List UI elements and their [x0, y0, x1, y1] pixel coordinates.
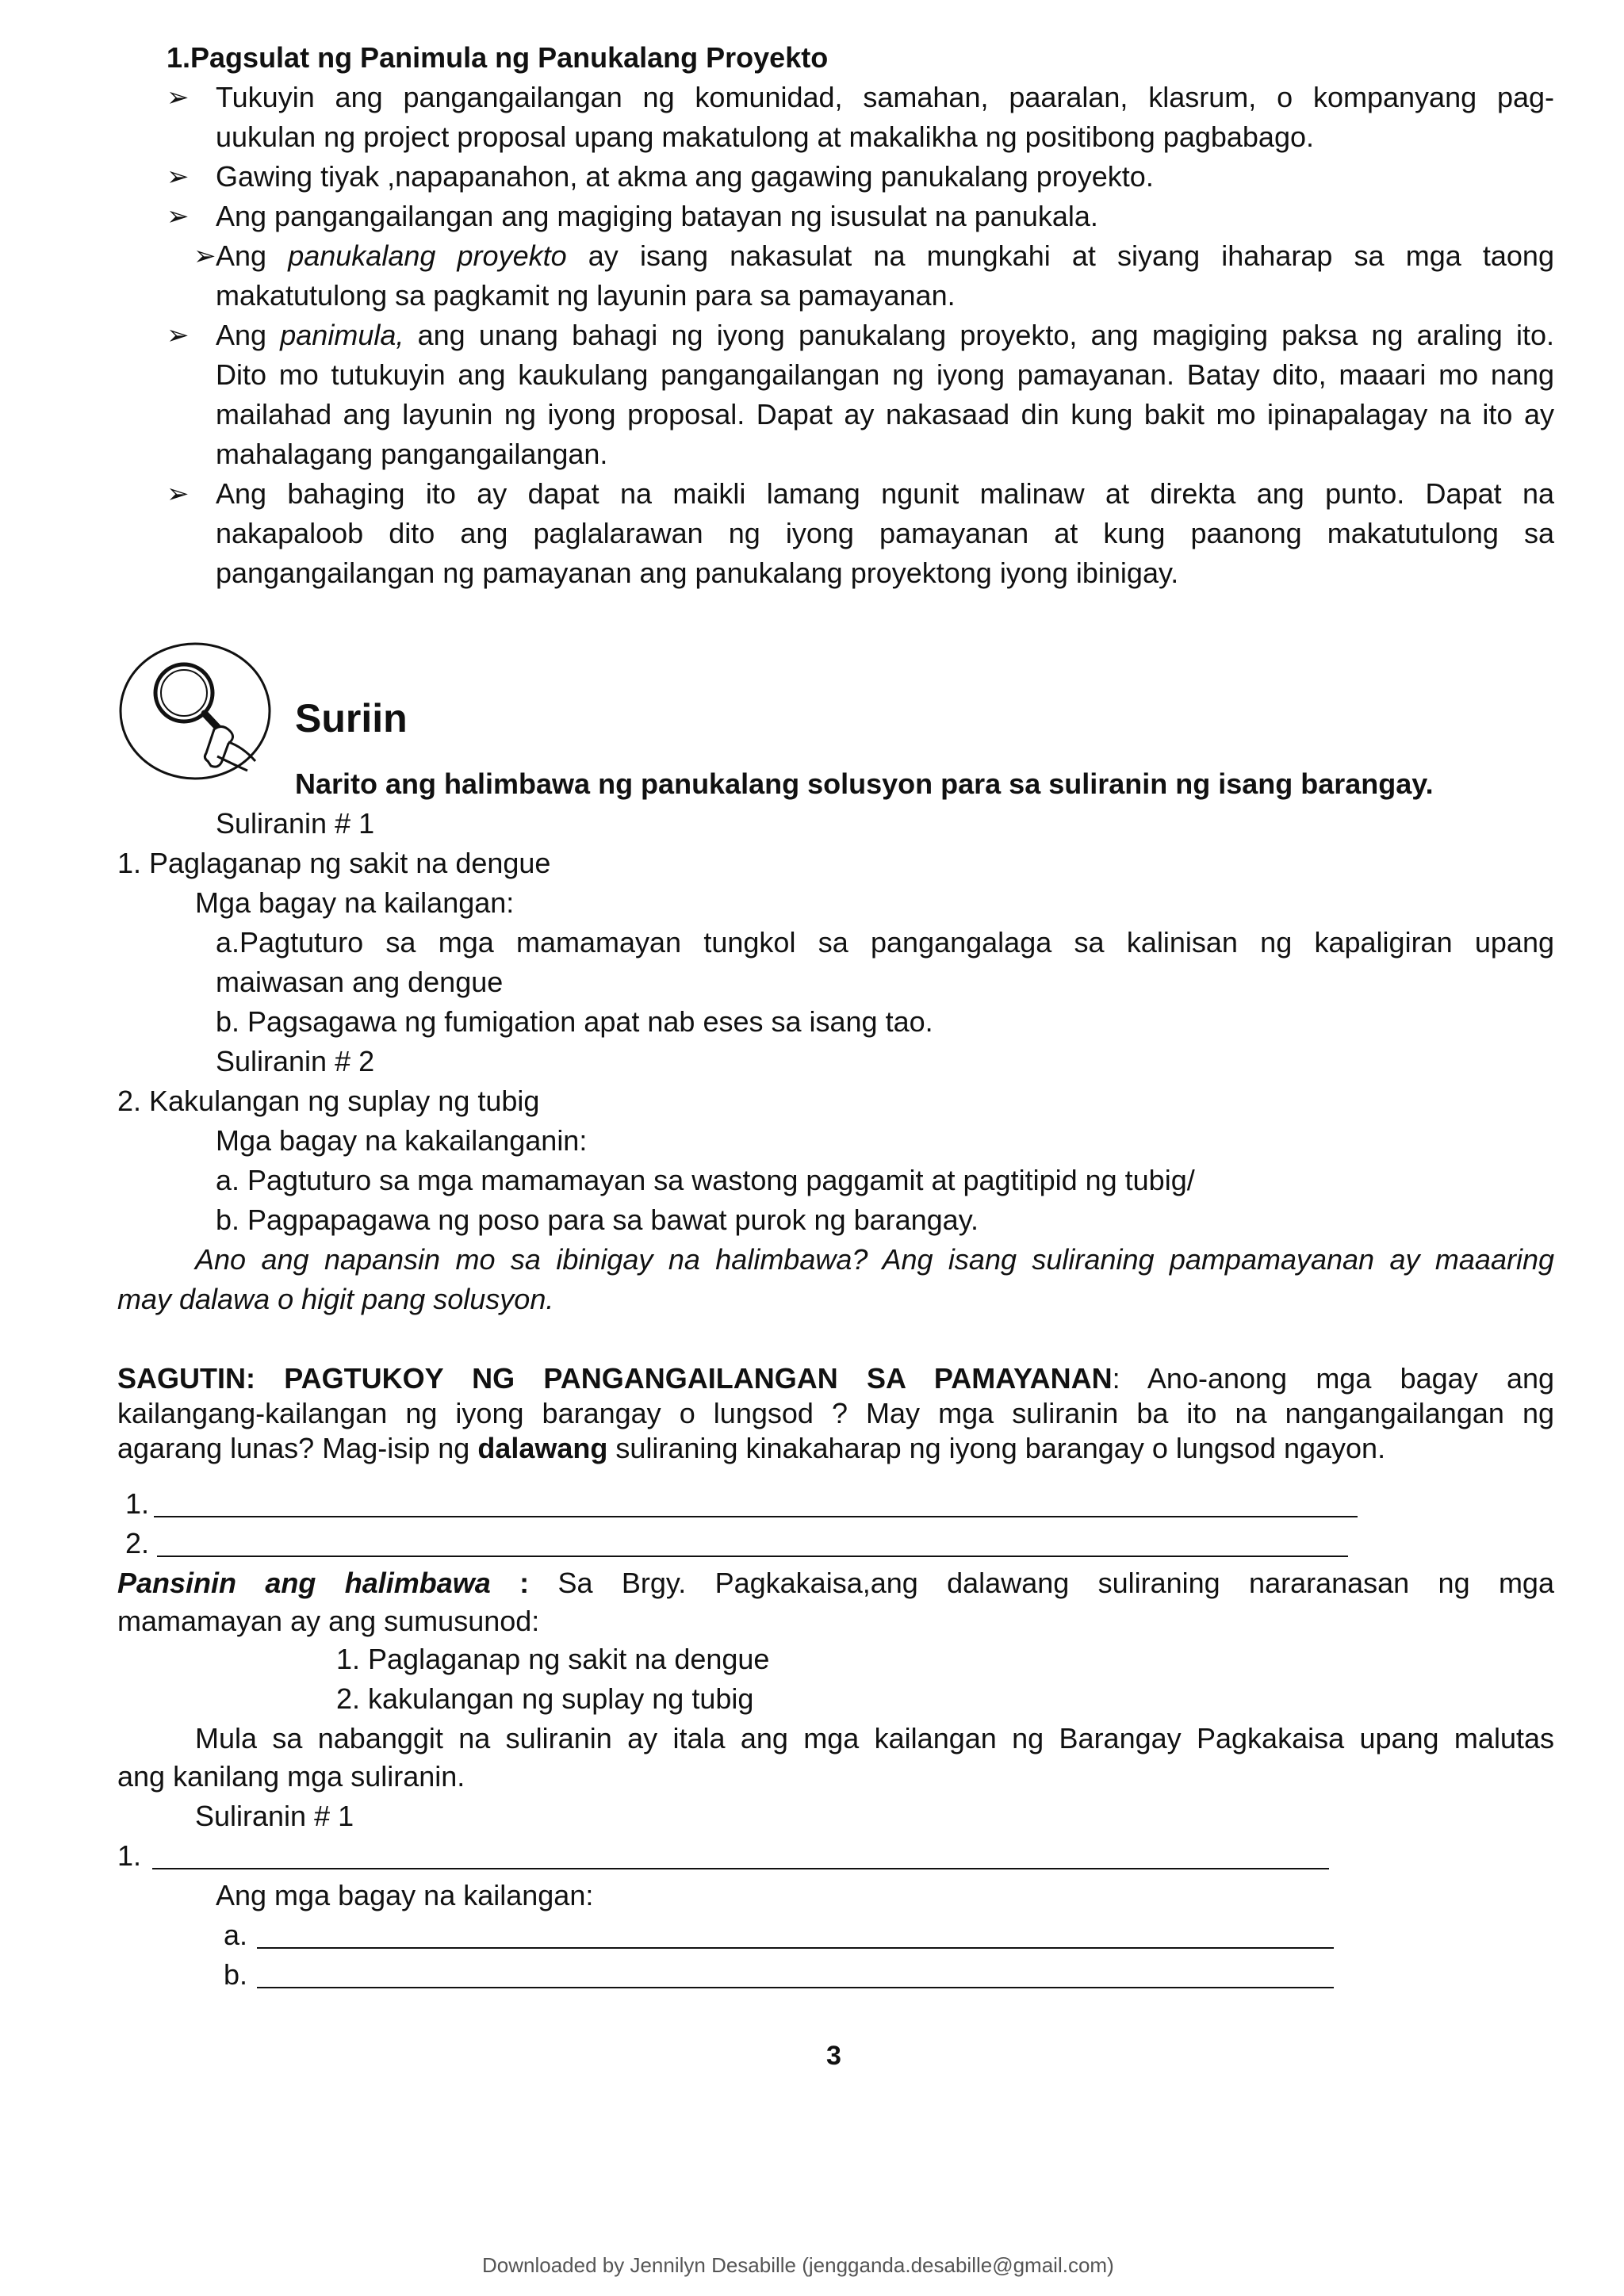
bullet-arrow-icon: ➢: [167, 201, 190, 232]
sagutin-line-3-post: suliraning kinakaharap ng iyong barangay o lungsod ngayon.: [615, 1432, 1386, 1464]
bullet-5-emphasis: panimula,: [280, 319, 404, 351]
mula-line-1: Mula sa nabanggit na suliranin ay itala ang mga kailangan ng Barangay Pagkakaisa upang malutas: [195, 1722, 1554, 1755]
observation-note-line-2: may dalawa o higit pang solusyon.: [117, 1283, 554, 1315]
bullet-arrow-icon: ➢: [167, 320, 190, 350]
suliranin-2-problem: 2. Kakulangan ng suplay ng tubig: [117, 1085, 540, 1117]
bullet-6-line-1: Ang bahaging ito ay dapat na maikli lamang ngunit malinaw at direkta ang punto. Dapat na: [216, 477, 1554, 510]
suliranin-1-item-a-line-2: maiwasan ang dengue: [216, 966, 504, 998]
bullet-4-line-2: makatutulong sa pagkamit ng layunin para sa pamayanan.: [216, 279, 956, 312]
answer-1-number: 1.: [125, 1487, 150, 1520]
pansinin-item-2: 2. kakulangan ng suplay ng tubig: [336, 1682, 754, 1715]
bullet-6-line-2: nakapaloob dito ang paglalarawan ng iyong pamayanan at kung paanong makatutulong sa: [216, 517, 1554, 549]
bullet-arrow-icon: ➢: [167, 479, 190, 509]
sagutin-line-3-bold: dalawang: [477, 1432, 608, 1464]
bullet-arrow-icon: ➢: [167, 162, 190, 192]
answer-2-number: 2.: [125, 1527, 150, 1559]
mula-line-2: ang kanilang mga suliranin.: [117, 1760, 465, 1793]
sagutin-line-2: kailangang-kailangan ng iyong barangay o lungsod ? May mga suliranin ba ito na nangangailangan ng: [117, 1397, 1554, 1429]
exercise-need-b-blank[interactable]: [257, 1987, 1334, 1988]
bullet-3: Ang pangangailangan ang magiging batayan ng isusulat na panukala.: [216, 200, 1098, 232]
magnifying-glass-icon: [117, 641, 273, 782]
sagutin-line-1-rest: : Ano-anong mga bagay ang: [1112, 1362, 1555, 1395]
exercise-need-a-blank[interactable]: [257, 1947, 1334, 1949]
page-number: 3: [826, 2041, 841, 2071]
exercise-need-b-letter: b.: [224, 1958, 248, 1991]
sagutin-heading: SAGUTIN: PAGTUKOY NG PANGANGAILANGAN SA PAMAYANAN: [117, 1362, 1113, 1395]
pansinin-line-1: [117, 1563, 1554, 1603]
answer-2-blank[interactable]: [157, 1556, 1348, 1557]
download-footer: Downloaded by Jennilyn Desabille (jengganda.desabille@gmail.com): [482, 2253, 1114, 2277]
bullet-4-pre: Ang: [216, 239, 267, 272]
pansinin-line-2: mamamayan ay ang sumusunod:: [117, 1605, 540, 1637]
bullet-4-emphasis: panukalang proyekto: [288, 239, 567, 272]
sagutin-line-3: [117, 1429, 1385, 1468]
suriin-title: Suriin: [295, 696, 408, 740]
bullet-5-line-1: [216, 316, 1554, 355]
suliranin-2-needs-label: Mga bagay na kakailanganin:: [216, 1124, 588, 1157]
bullet-1-line-1: Tukuyin ang pangangailangan ng komunidad, samahan, paaralan, klasrum, o kompanyang pag-: [216, 81, 1554, 113]
suliranin-2-item-b: b. Pagpapagawa ng poso para sa bawat purok ng barangay.: [216, 1203, 979, 1236]
suliranin-2-label: Suliranin # 2: [216, 1045, 375, 1077]
bullet-2: Gawing tiyak ,napapanahon, at akma ang gagawing panukalang proyekto.: [216, 160, 1154, 193]
exercise-suliranin-label: Suliranin # 1: [195, 1800, 354, 1832]
suliranin-2-item-a: a. Pagtuturo sa mga mamamayan sa wastong paggamit at pagtitipid ng tubig/: [216, 1164, 1195, 1196]
exercise-need-a-letter: a.: [224, 1919, 248, 1951]
exercise-needs-label: Ang mga bagay na kailangan:: [216, 1879, 594, 1911]
exercise-problem-blank[interactable]: [152, 1868, 1329, 1869]
suliranin-1-item-a-line-1: a.Pagtuturo sa mga mamamayan tungkol sa pangangalaga sa kalinisan ng kapaligiran upang: [216, 926, 1554, 959]
sagutin-line-1: [117, 1359, 1554, 1399]
bullet-arrow-icon: ➢: [193, 241, 216, 271]
bullet-5-line-3: mailahad ang layunin ng iyong proposal. Dapat ay nakasaad din kung bakit mo ipinapalagay na ito ay: [216, 398, 1554, 430]
sagutin-line-3-pre: agarang lunas? Mag-isip ng: [117, 1432, 470, 1464]
bullet-5-post: ang unang bahagi ng iyong panukalang proyekto, ang magiging paksa ng araling ito.: [417, 319, 1554, 351]
bullet-5-line-2: Dito mo tutukuyin ang kaukulang pangangailangan ng iyong pamayanan. Batay dito, maaari mo nang: [216, 358, 1554, 391]
suliranin-1-label: Suliranin # 1: [216, 807, 375, 840]
pansinin-line-1-rest: Sa Brgy. Pagkakaisa,ang dalawang suliraning nararanasan ng mga: [557, 1567, 1554, 1599]
observation-note-line-1: Ano ang napansin mo sa ibinigay na halimbawa? Ang isang suliraning pampamayanan ay maaaring: [195, 1243, 1554, 1276]
suliranin-1-item-b: b. Pagsagawa ng fumigation apat nab eses sa isang tao.: [216, 1005, 933, 1038]
answer-1-blank[interactable]: [154, 1516, 1358, 1517]
exercise-problem-number: 1.: [117, 1839, 142, 1872]
suliranin-1-problem: 1. Paglaganap ng sakit na dengue: [117, 847, 551, 879]
suriin-intro: Narito ang halimbawa ng panukalang solusyon para sa suliranin ng isang barangay.: [295, 767, 1434, 800]
pansinin-colon: :: [519, 1567, 530, 1599]
bullet-5-line-4: mahalagang pangangailangan.: [216, 438, 608, 470]
pansinin-label: Pansinin ang halimbawa: [117, 1567, 491, 1599]
bullet-4-post: ay isang nakasulat na mungkahi at siyang ihaharap sa mga taong: [588, 239, 1554, 272]
pansinin-item-1: 1. Paglaganap ng sakit na dengue: [336, 1643, 770, 1675]
bullet-5-pre: Ang: [216, 319, 267, 351]
bullet-4-line-1: [216, 236, 1554, 276]
suliranin-1-needs-label: Mga bagay na kailangan:: [195, 886, 515, 919]
bullet-arrow-icon: ➢: [167, 82, 190, 113]
bullet-1-line-2: uukulan ng project proposal upang makatulong at makalikha ng positibong pagbabago.: [216, 121, 1314, 153]
bullet-6-line-3: pangangailangan ng pamayanan ang panukalang proyektong iyong ibinigay.: [216, 557, 1179, 589]
section-title: 1.Pagsulat ng Panimula ng Panukalang Proyekto: [167, 41, 829, 74]
